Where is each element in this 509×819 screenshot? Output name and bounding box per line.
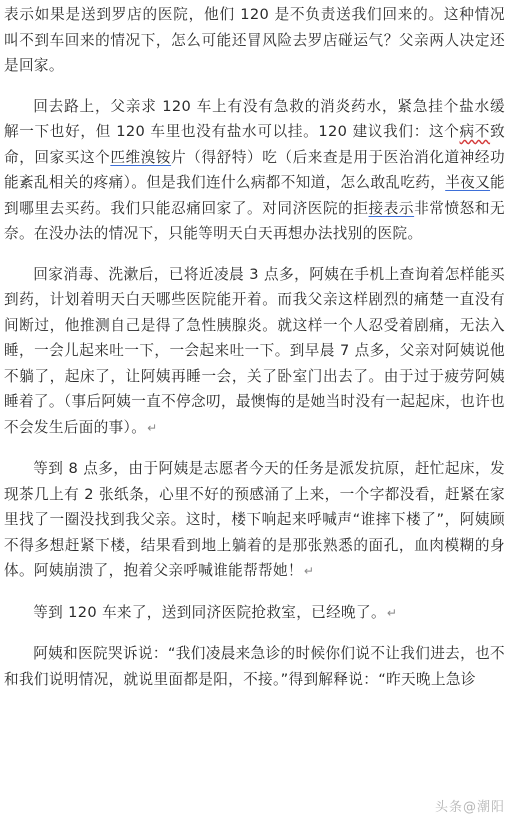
text-run: 非常愤怒和无奈。在没办法的情况下，只能等明天白天再想办法找别的医院。 <box>4 199 505 242</box>
text-run: 回家消毒、洗漱后，已将近凌晨 3 点多，阿姨在手机上查询着怎样能买到药，计划着明天白天哪些医院能开着。而我父亲这样剧烈的痛楚一直没有间断过，他推测自己是得了急性胰腺炎。就这样一个人忍受着剧痛，无法入睡，一会儿起来吐一下，一会起来吐一下。到早晨 7 点多，父亲对阿姨说他不躺了，起床了，让阿姨再睡一会，关了卧室门出去了。由于过于疲劳阿姨睡着了。（事后阿姨一直不停念叨，最懊悔的是她当时没有一起起床，也许也不会发生后面的事）。 <box>4 265 505 436</box>
text-run: 片（得舒特）吃（后来查是用于医治消化道神经功能紊乱相关的疼痛）。但是我们连什么病都不知道，怎么敢乱吃药， <box>4 148 506 191</box>
text-run: 致命，回家买这个 <box>4 123 506 166</box>
paragraph <box>4 641 505 692</box>
paragraph <box>4 600 505 627</box>
watermark: 头条@潮阳 <box>434 800 505 815</box>
underlined-text: 病不 <box>459 123 491 140</box>
paragraph <box>4 2 505 79</box>
paragraph-mark-icon: ↵ <box>386 605 398 620</box>
underlined-text: 半夜又 <box>445 174 491 191</box>
text-run: 等到 8 点多，由于阿姨是志愿者今天的任务是派发抗原，赶忙起床，发现茶几上有 2 张纸条，心里不好的预感涌了上来，一个字都没看，赶紧在家里找了一圈没找到我父亲。这时，楼下响起来呼喊声“谁摔下楼了”，阿姨顾不得多想赶紧下楼，结果看到地上躺着的是那张熟悉的面孔，血肉模糊的身体。阿姨崩溃了，抱着父亲呼喊谁能帮帮她！ <box>4 460 505 579</box>
text-run: 回去路上，父亲求 120 车上有没有急救的消炎药水，紧急挂个盐水缓解一下也好，但 120 车里也没有盐水可以挂。120 建议我们：这个 <box>4 97 505 140</box>
text-run: 表示如果是送到罗店的医院，他们 120 是不负责送我们回来的。这种情况叫不到车回来的情况下，怎么可能还冒风险去罗店碰运气？父亲两人决定还是回家。 <box>4 6 505 74</box>
paragraph <box>4 456 505 585</box>
paragraph <box>4 262 505 442</box>
underlined-text: 匹维溴铵 <box>110 148 172 166</box>
paragraph-mark-icon: ↵ <box>303 564 315 578</box>
text-run: 阿姨和医院哭诉说：“我们凌晨来急诊的时候你们说不让我们进去，也不和我们说明情况，就说里面都是阳，不接。”得到解释说：“昨天晚上急诊 <box>4 645 505 688</box>
underlined-text: 接表示 <box>368 199 415 217</box>
paragraph <box>4 94 505 247</box>
text-run: 能到哪里去买药。我们只能忍痛回家了。对同济医院的拒 <box>4 174 505 217</box>
paragraph-mark-icon: ↵ <box>147 420 158 435</box>
document-body <box>4 2 505 707</box>
text-run: 等到 120 车来了，送到同济医院抢救室，已经晚了。 <box>33 603 386 621</box>
